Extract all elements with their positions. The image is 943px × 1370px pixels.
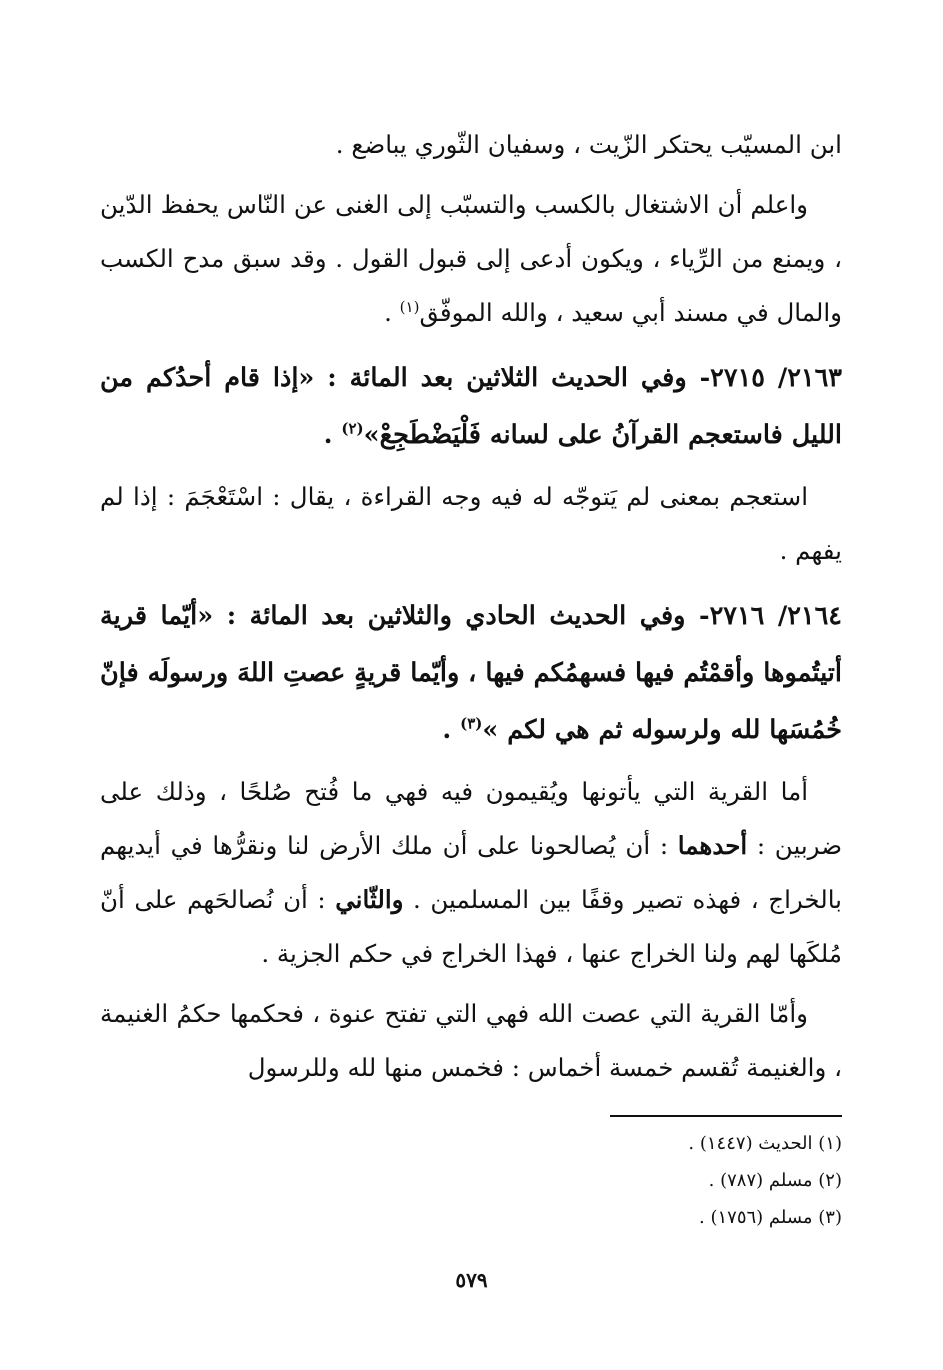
page-body: [100, 118, 842, 1095]
hadith-2163-text: ٢١٦٣/ ٢٧١٥- وفي الحديث الثلاثين بعد المائة : «إذا قام أحدُكم من الليل فاستعجم القرآنُ على لسانه فَلْيَضْطَجِعْ»: [100, 363, 842, 450]
hadith-2163: [100, 350, 842, 464]
hadith-2163-end: .: [323, 420, 342, 450]
paragraph-2-text: واعلم أن الاشتغال بالكسب والتسبّب إلى الغنى عن النّاس يحفظ الدّين ، ويمنع من الرِّياء ، ويكون أدعى إلى قبول القول . وقد سبق مدح الكسب والمال في مسند أبي سعيد ، والله الموفّق: [100, 190, 842, 327]
paragraph-4-e: : أن نُصالحَهم على أنّ مُلكَها لهم ولنا الخراج عنها ، فهذا الخراج في حكم الجزية .: [100, 885, 842, 968]
page-number: ٥٧٩: [455, 1268, 488, 1292]
paragraph-4-c: : أن يُصالحونا على أن ملك الأرض لنا ونقرُّها في أيديهم بالخراج ، فهذه تصير وقفًا بين المسلمين .: [100, 831, 842, 914]
footnote-divider: [610, 1115, 842, 1117]
paragraph-3: استعجم بمعنى لم يَتوجّه له فيه وجه القراءة ، يقال : اسْتَعْجَمَ : إذا لم يفهم .: [100, 482, 842, 565]
footnote-ref-3: (٣): [460, 714, 483, 733]
term-althani: والثّاني: [335, 885, 404, 914]
term-ahaduhuma: أحدهما: [677, 831, 748, 860]
paragraph-4: [100, 765, 842, 981]
footnote-3: (٣) مسلم (١٧٥٦) .: [699, 1207, 842, 1228]
footnote-1: (١) الحديث (١٤٤٧) .: [688, 1133, 842, 1154]
hadith-2164-end: .: [442, 715, 461, 745]
paragraph-2: [100, 178, 842, 340]
hadith-2164: [100, 588, 842, 759]
footnote-ref-1: (١): [399, 297, 420, 316]
paragraph-2-end: .: [384, 298, 400, 327]
footnote-2: (٢) مسلم (٧٨٧) .: [708, 1170, 842, 1191]
paragraph-4-a: أما القرية التي يأتونها ويُقيمون فيه فهي ما فُتح صُلحًا ، وذلك على ضربين :: [100, 777, 842, 860]
paragraph-1: ابن المسيّب يحتكر الزّيت ، وسفيان الثّوري يباضع .: [335, 130, 842, 159]
footnote-ref-2: (٢): [341, 419, 364, 438]
footnotes: [500, 1125, 842, 1236]
paragraph-5: وأمّا القرية التي عصت الله فهي التي تفتح عنوة ، فحكمها حكمُ الغنيمة ، والغنيمة تُقسم خمسة أخماس : فخمس منها لله وللرسول: [100, 999, 842, 1082]
hadith-2164-text: ٢١٦٤/ ٢٧١٦- وفي الحديث الحادي والثلاثين بعد المائة : «أيّما قرية أتيتُموها وأقمْتُم فيها فسهمُكم فيها ، وأيّما قريةٍ عصتِ اللهَ ورسولَه فإنّ خُمُسَها لله ولرسوله ثم هي لكم »: [100, 601, 842, 745]
